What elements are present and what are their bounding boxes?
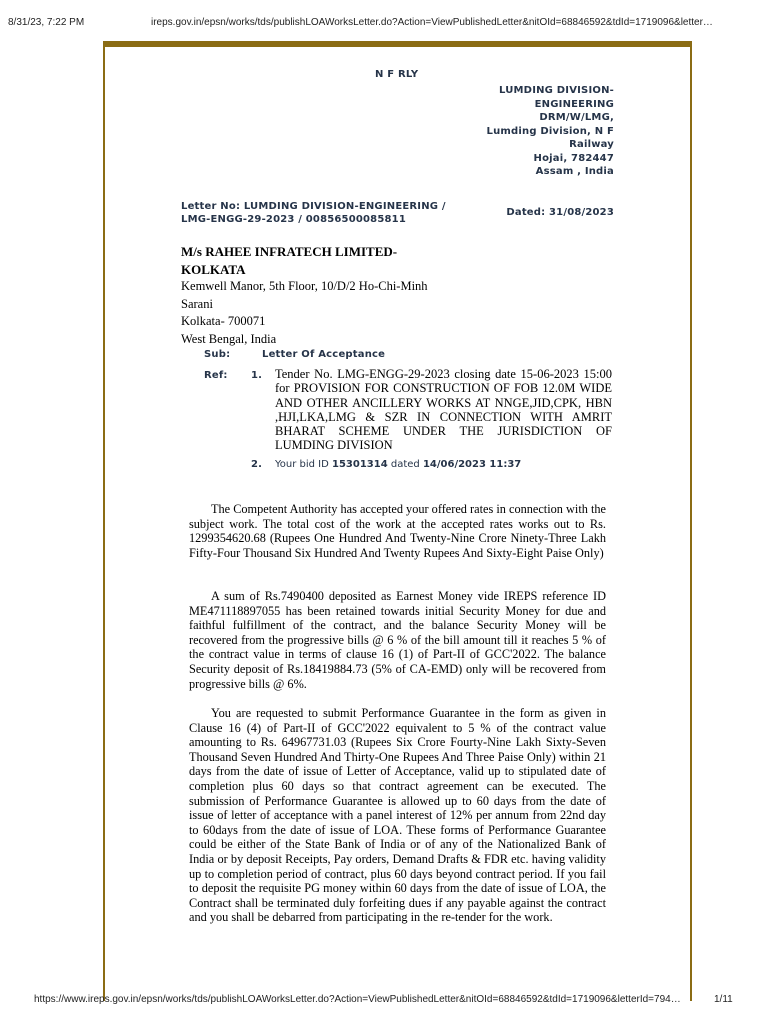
bid-mid: dated: [387, 459, 423, 470]
print-footer-url: https://www.ireps.gov.in/epsn/works/tds/publishLOAWorksLetter.do?Action=ViewPublishedLetter&nitOId=68846592&tdId=1719096&letterId=794…: [34, 994, 681, 1005]
subject-label: Sub:: [204, 349, 231, 360]
office-address: [487, 84, 614, 179]
page-indicator: 1/11: [714, 994, 733, 1005]
address-line: Lumding Division, N F: [486, 125, 614, 137]
address-line: ENGINEERING: [534, 98, 614, 110]
letter-number: [181, 201, 446, 226]
print-header-url: ireps.gov.in/epsn/works/tds/publishLOAWorksLetter.do?Action=ViewPublishedLetter&nitOId=68846592&tdId=1719096&letter…: [151, 17, 713, 28]
letter-date: Dated: 31/08/2023: [506, 207, 614, 218]
bid-date: 14/06/2023 11:37: [422, 459, 522, 470]
bid-prefix: Your bid ID: [275, 459, 333, 470]
recipient-block: [181, 243, 461, 348]
letter-number-line1: Letter No: LUMDING DIVISION-ENGINEERING /: [181, 201, 446, 212]
paragraph-performance-guarantee: You are requested to submit Performance Guarantee in the form as given in Clause 16 (4) of Part-II of GCC'2022 equivalent to 5 % of the contract value amounting to Rs. 64967731.03 (Rupees Six Crore Fourty-Nine Lakh Sixty-Seven Thousand Seven Hundred And Thirty-One Rupees And Three Paise Only) within 21 days from the date of issue of Letter of Acceptance, valid up to stipulated date of completion plus 60 days so that contract agreement can be executed. The submission of Performance Guarantee is allowed up to 60 days from the date of issue of letter of acceptance with a panel interest of 12% per annum from 22nd day to 60days from the date of issue of LOA. These forms of Performance Guarantee could be either of the State Bank of India or of any of the Nationalized Bank of India or by deposit Receipts, Pay orders, Demand Drafts & FDR etc. having validity up to completion period of contract, plus 60 days beyond contract period. If you fail to deposit the requisite PG money within 60 days from the date of issue of LOA, the Contract shall be terminated duly forfeiting dues if any payable against the contract and you shall be debarred from participating in the re-tender for the work.: [189, 706, 606, 925]
subject-text: Letter Of Acceptance: [262, 349, 386, 360]
recipient-address-line: West Bengal, India: [181, 331, 277, 346]
browser-print-header: [0, 0, 768, 40]
recipient-address-line: Kemwell Manor, 5th Floor, 10/D/2 Ho-Chi-Minh Sarani: [181, 279, 428, 311]
print-timestamp: 8/31/23, 7:22 PM: [8, 17, 85, 28]
recipient-name: M/s RAHEE INFRATECH LIMITED-KOLKATA: [181, 244, 398, 277]
reference-number-1: 1.: [251, 370, 263, 381]
address-line: LUMDING DIVISION-: [499, 85, 614, 96]
recipient-address-line: Kolkata- 700071: [181, 314, 266, 328]
reference-number-2: 2.: [251, 459, 263, 470]
address-line: DRM/W/LMG,: [539, 112, 614, 123]
org-name: N F RLY: [375, 69, 419, 80]
paragraph-accepted-rates: The Competent Authority has accepted your offered rates in connection with the subject work. The total cost of the work at the accepted rates works out to Rs. 1299354620.68 (Rupees One Hundred And Twenty-Nine Crore Ninety-Three Lakh Fifty-Four Thousand Six Hundred And Twenty Rupees And Sixty-Eight Paise Only): [189, 502, 606, 560]
browser-print-footer: [0, 990, 768, 1020]
paragraph-earnest-money: A sum of Rs.7490400 deposited as Earnest Money vide IREPS reference ID ME471118897055 has been retained towards initial Security Money for due and faithful fulfillment of the contract, and the balance Security Money will be recovered from the progressive bills @ 6 % of the bill amount till it reaches 5 % of the contract value in terms of clause 16 (1) of Part-II of GCC'2022. The balance Security deposit of Rs.18419884.73 (5% of CA-EMD) only will be recovered from progressive bills @ 6%.: [189, 589, 606, 691]
address-line: Assam , India: [535, 166, 614, 177]
reference-label: Ref:: [204, 370, 228, 381]
address-line: Railway: [569, 139, 614, 150]
reference-tender-text: Tender No. LMG-ENGG-29-2023 closing date 15-06-2023 15:00 for PROVISION FOR CONSTRUCTION OF FOB 12.0M WIDE AND OTHER ANCILLERY WORKS AT NNGE,JID,CPK, HBN ,HJI,LKA,LMG & SZR IN CONNECTION WITH AMRIT BHARAT SCHEME UNDER THE JURISDICTION OF LUMDING DIVISION: [275, 367, 612, 453]
letter-number-line2: LMG-ENGG-29-2023 / 00856500085811: [181, 213, 406, 225]
bid-id: 15301314: [332, 459, 388, 470]
reference-bid: [275, 459, 521, 470]
address-line: Hojai, 782447: [533, 152, 614, 164]
